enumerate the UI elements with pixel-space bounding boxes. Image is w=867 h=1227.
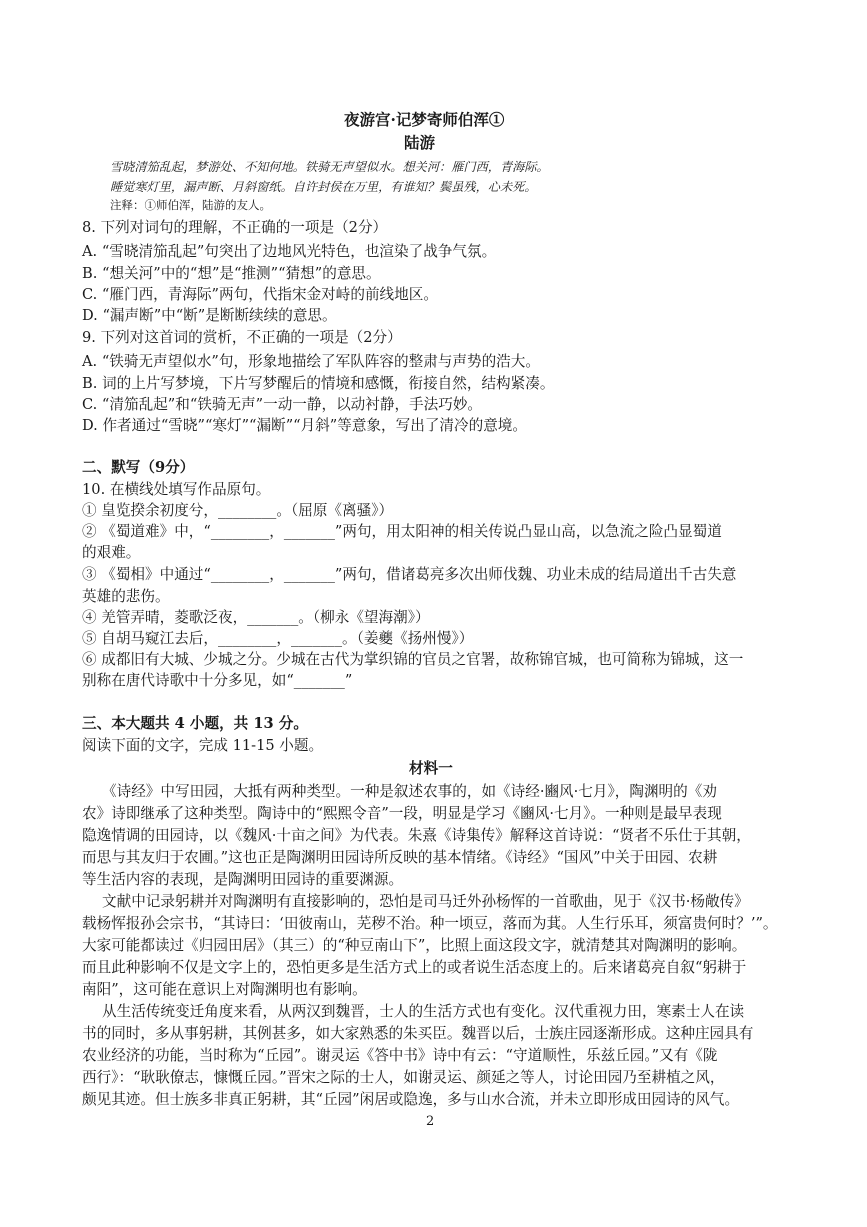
recitation-item-continued: 别称在唐代诗歌中十分多见，如“_______” [82,672,353,689]
material-paragraph-line: 书的同时，多从事躬耕，其例甚多，如大家熟悉的朱买臣。魏晋以后，士族庄园逐渐形成。这种庄园具有 [82,1025,754,1042]
section-3-intro: 阅读下面的文字，完成 11-15 小题。 [82,737,324,754]
recitation-item: ⑤ 自胡马窥江去后，________，_______。（姜夔《扬州慢》） [82,630,474,647]
recitation-item: ⑥ 成都旧有大城、少城之分。少城在古代为掌织锦的官员之官署，故称锦官城，也可简称为锦城，这一 [82,651,744,668]
question-8-option-a: A. “雪晓清笳乱起”句突出了边地风光特色，也渲染了战争气氛。 [82,243,497,260]
question-9-stem: 9. 下列对这首词的赏析，不正确的一项是（2分） [82,329,402,346]
material-paragraph-line: 《诗经》中写田园，大抵有两种类型。一种是叙述农事的，如《诗经·豳风·七月》，陶渊明的《劝 [102,783,717,800]
section-2-heading: 二、默写（9分） [82,459,195,476]
recitation-item-continued: 的艰难。 [82,544,141,561]
poem-line: 睡觉寒灯里，漏声断、月斜窗纸。自许封侯在万里，有谁知？鬓虽残，心未死。 [110,180,537,194]
material-paragraph-line: 等生活内容的表现，是陶渊明田园诗的重要渊源。 [82,871,404,888]
question-8-option-c: C. “雁门西，青海际”两句，代指宋金对峙的前线地区。 [82,286,438,303]
recitation-item: ② 《蜀道难》中，“________，_______”两句，用太阳神的相关传说凸显山高，以急流之险凸显蜀道 [82,523,722,540]
question-8-stem: 8. 下列对词句的理解，不正确的一项是（2分） [82,219,388,236]
section-3-heading: 三、本大题共 4 小题，共 13 分。 [82,715,308,732]
question-9-option-c: C. “清笳乱起”和“铁骑无声”一动一静，以动衬静，手法巧妙。 [82,396,483,413]
recitation-item: ③ 《蜀相》中通过“________，_______”两句，借诸葛亮多次出师伐魏、功业未成的结局道出千古失意 [82,566,737,583]
material-paragraph-line: 而思与其友归于农圃。”这也正是陶渊明田园诗所反映的基本情绪。《诗经》“国风”中关于田园、农耕 [82,849,718,866]
question-9-option-d: D. 作者通过“雪晓”“寒灯”“漏断”“月斜”等意象，写出了清冷的意境。 [82,417,527,434]
material-title: 材料一 [409,760,453,777]
question-9-option-b: B. 词的上片写梦境，下片写梦醒后的情境和感慨，衔接自然，结构紧凑。 [82,375,555,392]
material-paragraph-line: 文献中记录躬耕并对陶渊明有直接影响的，恐怕是司马迁外孙杨恽的一首歌曲，见于《汉书·杨敞传》 [102,893,749,910]
material-paragraph-line: 农》诗即继承了这种类型。陶诗中的“熙熙令音”一段，明显是学习《豳风·七月》。一种则是最早表现 [82,805,722,822]
material-paragraph-line: 大家可能都读过《归园田居》（其三）的“种豆南山下”，比照上面这段文字，就清楚其对陶渊明的影响。 [82,937,747,954]
poem-line: 雪晓清笳乱起，梦游处、不知何地。铁骑无声望似水。想关河：雁门西，青海际。 [110,160,549,174]
material-paragraph-line: 隐逸情调的田园诗，以《魏风·十亩之间》为代表。朱熹《诗集传》解释这首诗说：“贤者不乐仕于其朝， [82,827,751,844]
recitation-item-continued: 英雄的悲伤。 [82,588,170,605]
question-8-option-b: B. “想关河”中的“想”是“推测”“猜想”的意思。 [82,265,381,282]
page-number: 2 [426,1114,435,1129]
material-paragraph-line: 载杨恽报孙会宗书，“其诗曰：‘田彼南山，芜秽不治。种一顷豆，落而为萁。人生行乐耳，须富贵何时？’”。 [82,915,778,932]
material-paragraph-line: 颇见其迹。但士族多非真正躬耕，其“丘园”闲居或隐逸，多与山水合流，并未立即形成田园诗的风气。 [82,1091,740,1108]
material-paragraph-line: 西行》：“耿耿僚志，慷慨丘园。”晋宋之际的士人，如谢灵运、颜延之等人，讨论田园乃至耕植之风， [82,1069,725,1086]
material-paragraph-line: 农业经济的功能，当时称为“丘园”。谢灵运《答中书》诗中有云：“守道顺性，乐兹丘园。”又有《陇 [82,1047,718,1064]
question-10-stem: 10. 在横线处填写作品原句。 [82,481,271,498]
poem-author: 陆游 [404,133,436,152]
recitation-item: ④ 羌管弄晴，菱歌泛夜，_______。（柳永《望海潮》） [82,609,430,626]
material-paragraph-line: 南阳”，这可能在意识上对陶渊明也有影响。 [82,981,367,998]
material-paragraph-line: 从生活传统变迁角度来看，从两汉到魏晋，士人的生活方式也有变化。汉代重视力田，寒素士人在读 [102,1003,745,1020]
poem-note: 注释：①师伯浑，陆游的友人。 [110,198,271,212]
question-9-option-a: A. “铁骑无声望似水”句，形象地描绘了军队阵容的整肃与声势的浩大。 [82,353,540,370]
recitation-item: ① 皇览揆余初度兮，________。（屈原《离骚》） [82,502,394,519]
question-8-option-d: D. “漏声断”中“断”是断断续续的意思。 [82,307,337,324]
poem-title: 夜游宫·记梦寄师伯浑① [344,110,505,129]
material-paragraph-line: 而且此种影响不仅是文字上的，恐怕更多是生活方式上的或者说生活态度上的。后来诸葛亮自叙“躬耕于 [82,959,747,976]
